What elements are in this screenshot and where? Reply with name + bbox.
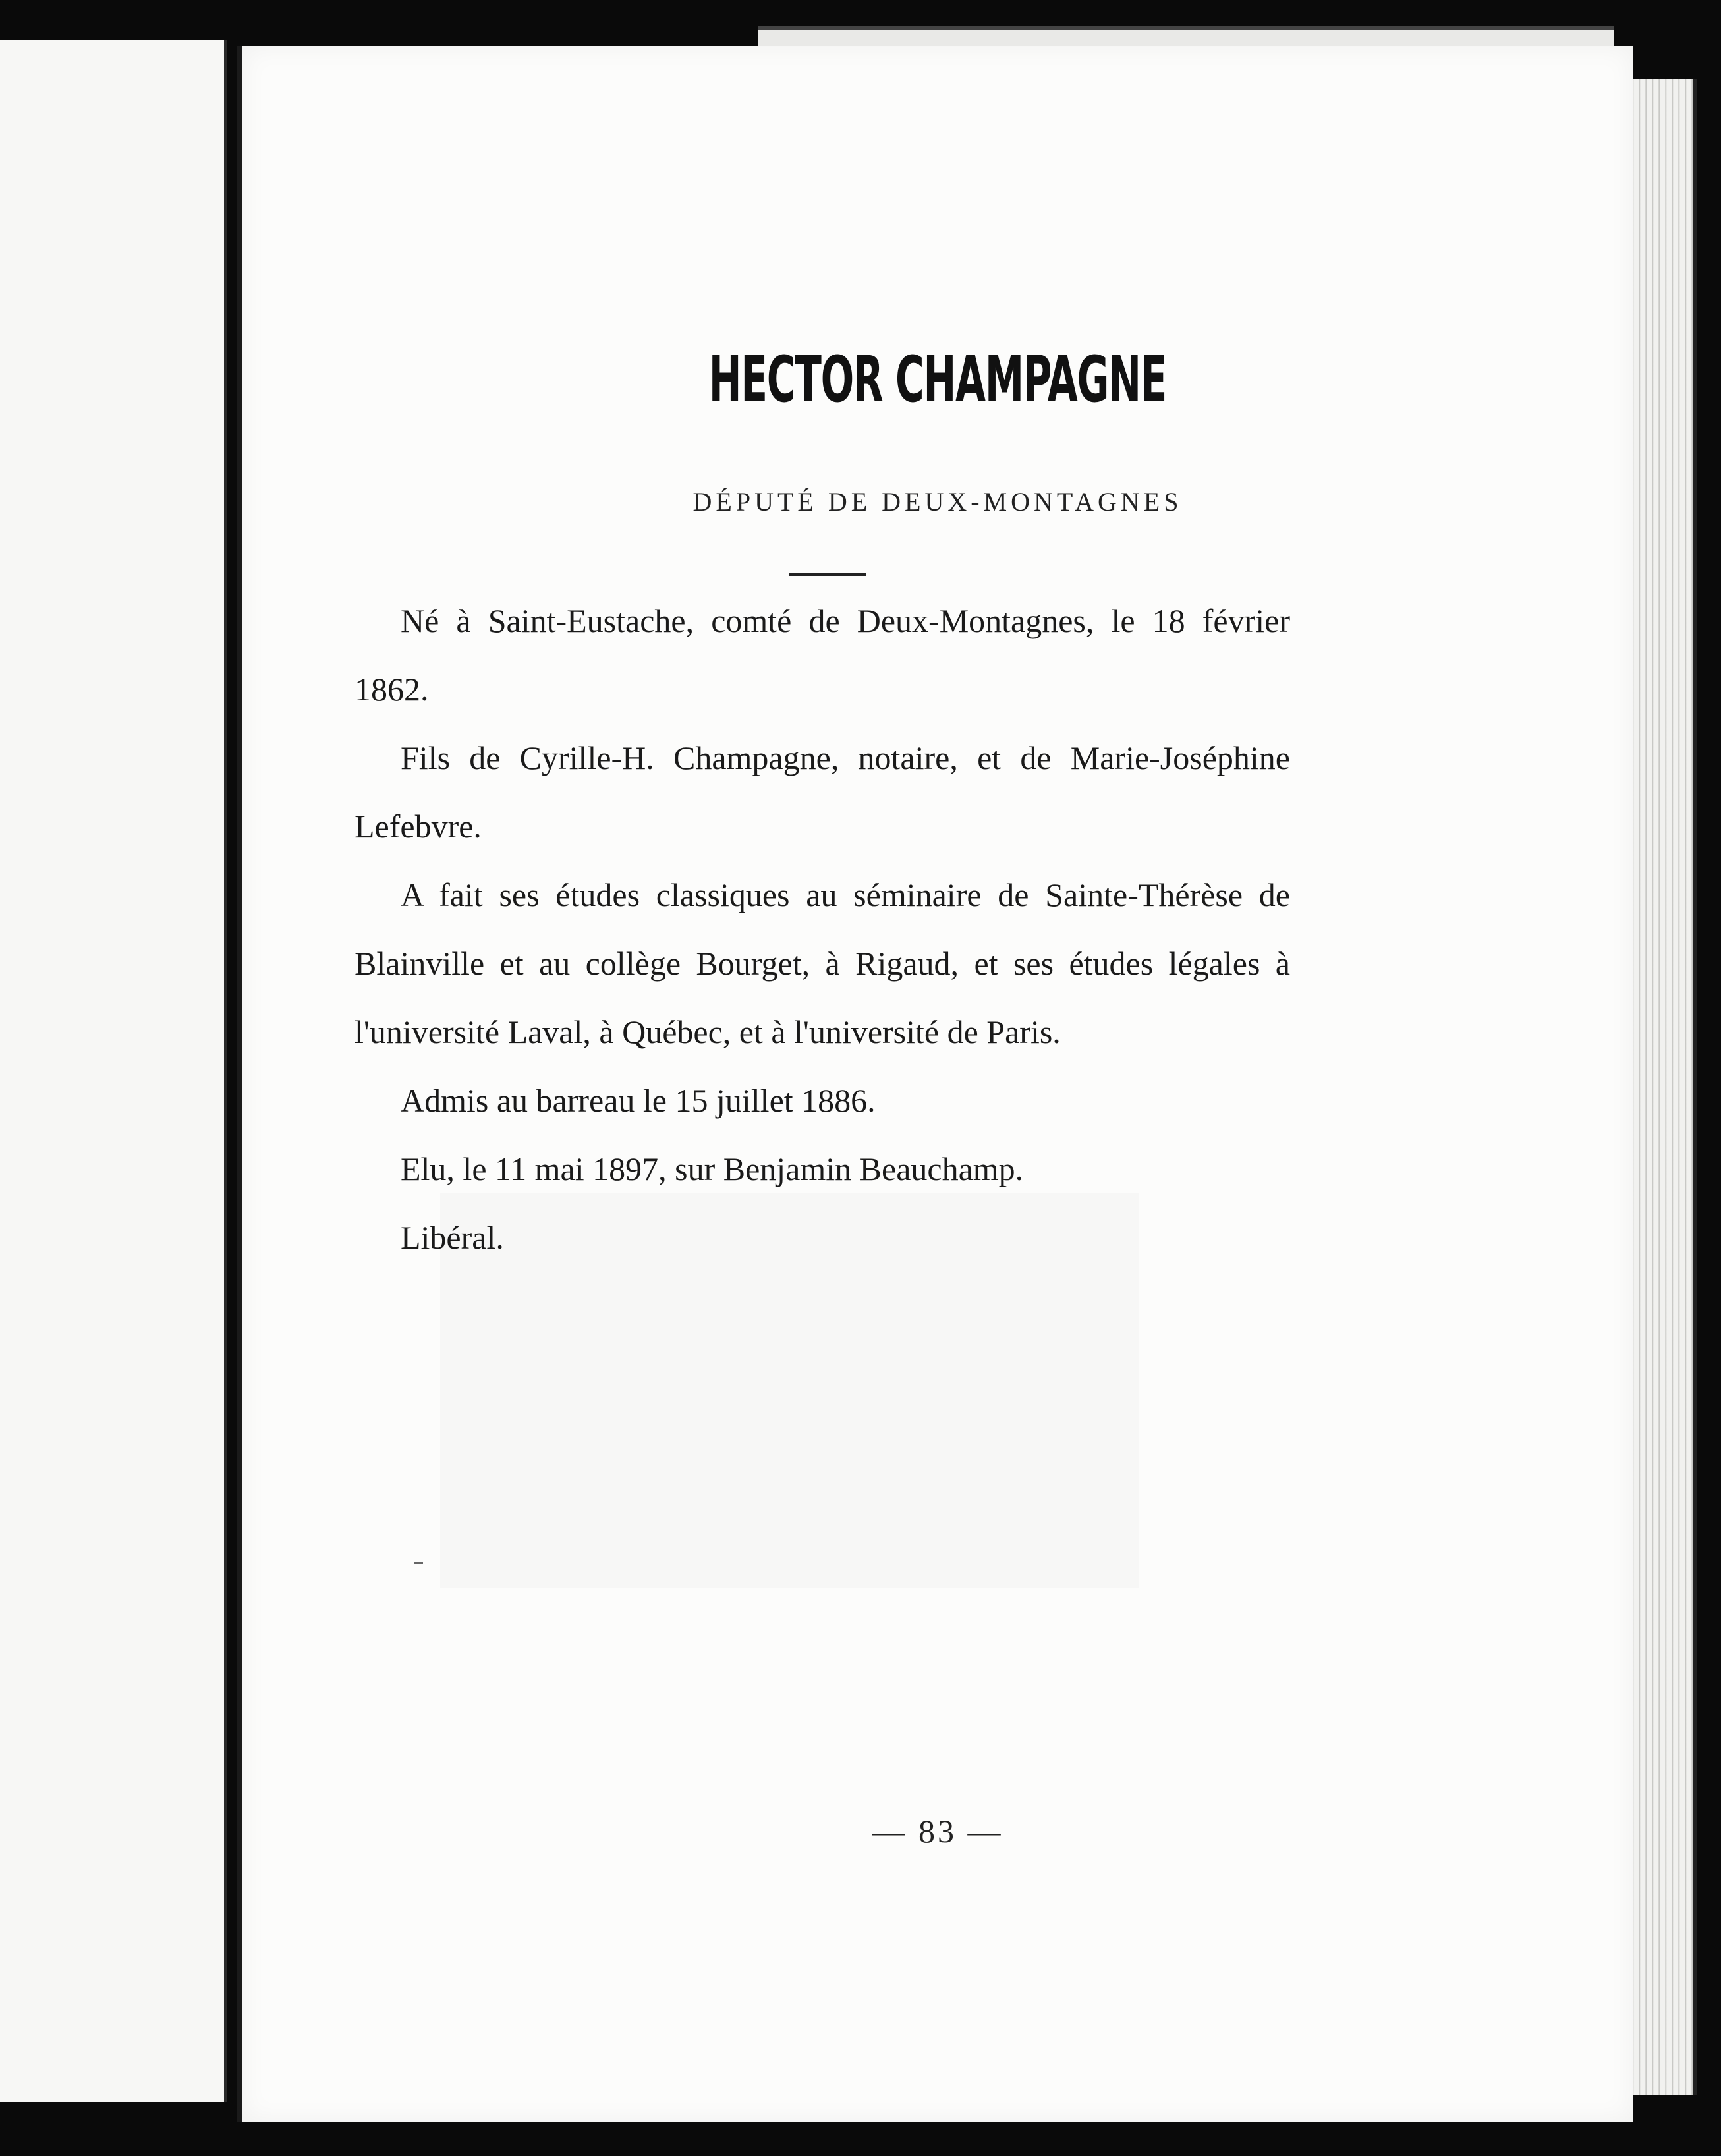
biography-text <box>354 586 1290 1272</box>
paragraph-bar: Admis au barreau le 15 juillet 1886. <box>401 1082 876 1119</box>
stray-mark <box>414 1562 423 1564</box>
paragraph-education: A fait ses études classiques au séminaire de Sainte-Thérèse de Blainville et au collège Bourget, à Rigaud, et ses études légales à l'université Laval, à Québec, et à l'université de Paris. <box>354 876 1290 1050</box>
paragraph-birth: Né à Saint-Eustache, comté de Deux-Montagnes, le 18 février 1862. <box>354 602 1290 708</box>
page-title: HECTOR CHAMPAGNE <box>708 343 1167 416</box>
left-facing-page <box>0 40 227 2102</box>
paragraph-election: Elu, le 11 mai 1897, sur Benjamin Beauchamp. <box>401 1150 1024 1187</box>
paragraph-parents: Fils de Cyrille-H. Champagne, notaire, et de Marie-Joséphine Lefebvre. <box>354 739 1290 845</box>
page-subtitle: DÉPUTÉ DE DEUX-MONTAGNES <box>692 487 1183 517</box>
title-rule <box>789 573 866 576</box>
page-number: — 83 — <box>872 1813 1003 1850</box>
paragraph-party: Libéral. <box>401 1219 504 1256</box>
book-page <box>237 46 1633 2122</box>
